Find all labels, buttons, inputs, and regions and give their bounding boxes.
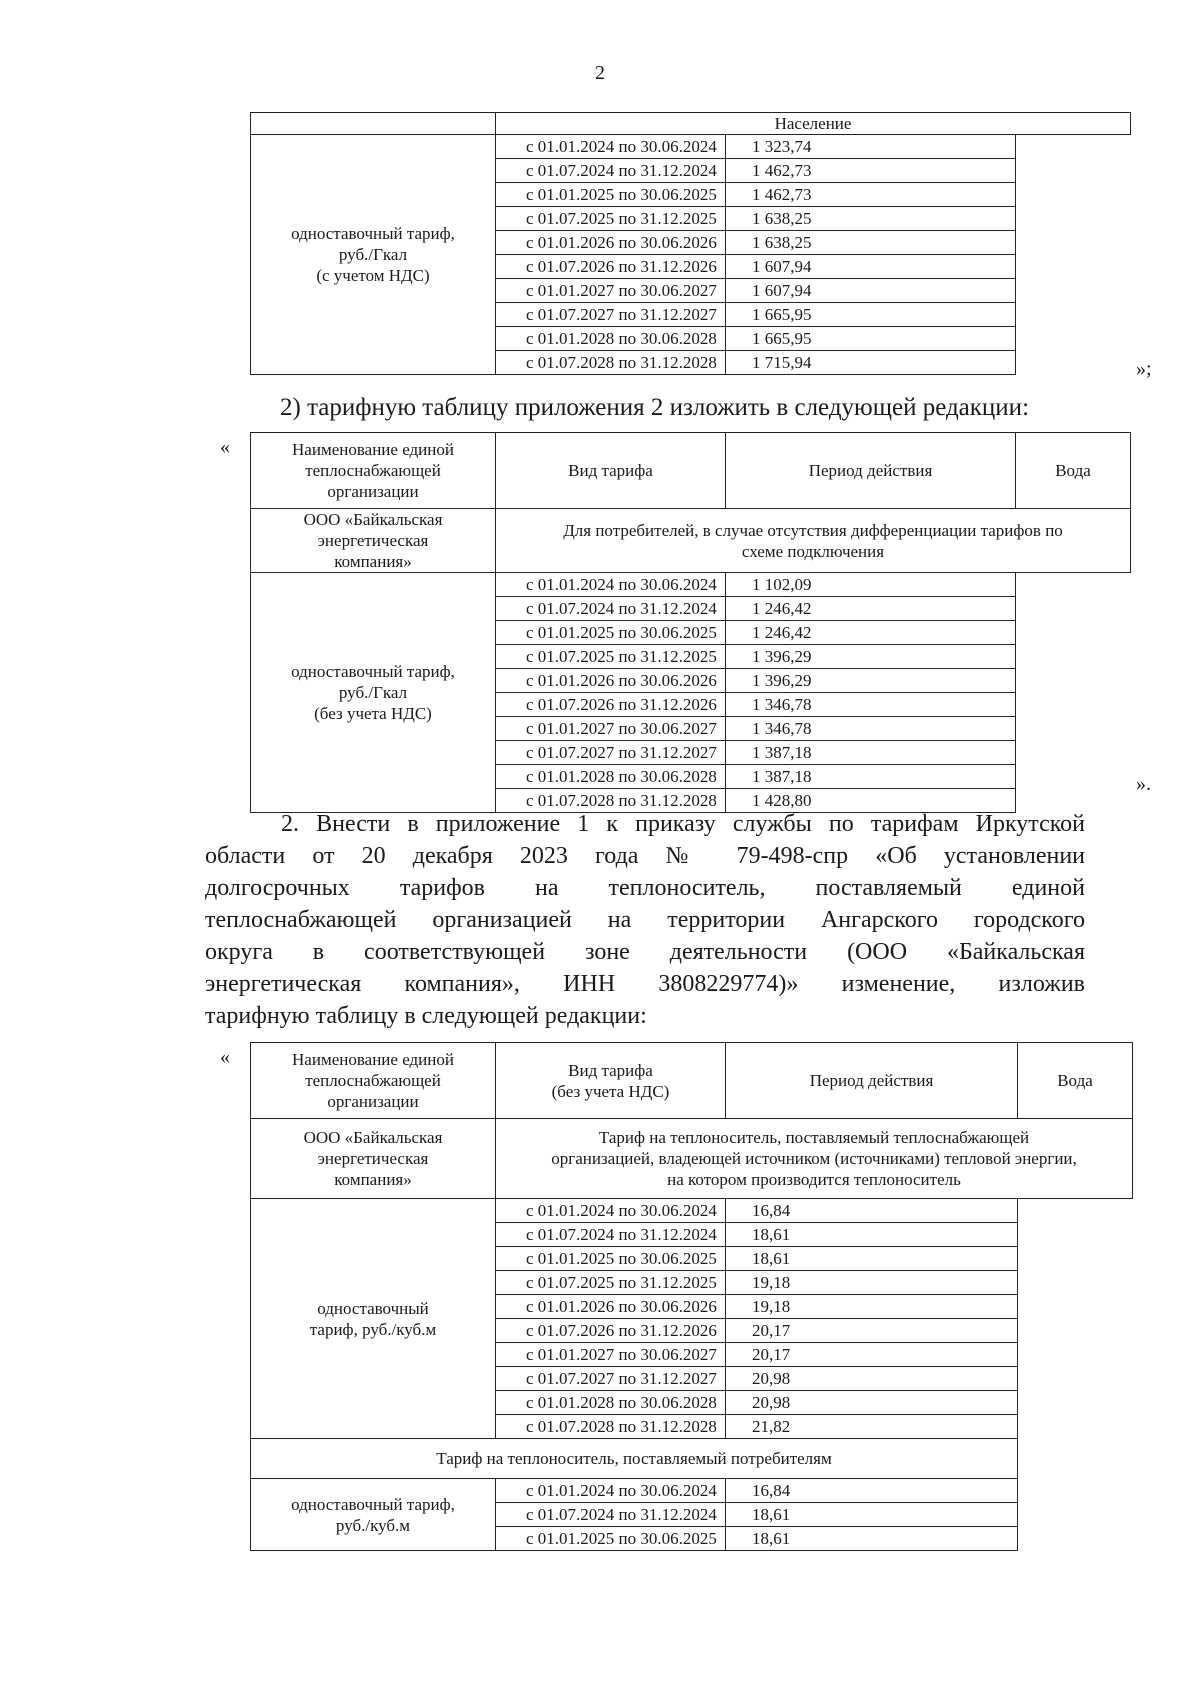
period: с 01.01.2026 по 30.06.2026 xyxy=(496,231,726,255)
tariff-type xyxy=(251,1199,496,1439)
tariff-value: 18,61 xyxy=(726,1503,1018,1527)
closing-quote: »; xyxy=(1136,358,1152,380)
tariff-value: 1 462,73 xyxy=(726,159,1016,183)
opening-quote: « xyxy=(220,1046,230,1068)
header-org: Наименование единой теплоснабжающей организации xyxy=(251,433,496,509)
period: с 01.07.2024 по 31.12.2024 xyxy=(496,159,726,183)
period: с 01.07.2025 по 31.12.2025 xyxy=(496,207,726,231)
paragraph-line: тарифную таблицу в следующей редакции: xyxy=(205,1003,647,1029)
period: с 01.01.2025 по 30.06.2025 xyxy=(496,621,726,645)
tariff-value: 1 665,95 xyxy=(726,303,1016,327)
tariff-type-line: руб./куб.м xyxy=(335,1515,411,1535)
period: с 01.01.2026 по 30.06.2026 xyxy=(496,669,726,693)
period: с 01.01.2024 по 30.06.2024 xyxy=(496,135,726,159)
period: с 01.01.2028 по 30.06.2028 xyxy=(496,765,726,789)
tariff-value: 1 102,09 xyxy=(726,573,1016,597)
paragraph-2 xyxy=(205,808,1085,1032)
tariff-row xyxy=(251,1199,1133,1223)
period: с 01.01.2027 по 30.06.2027 xyxy=(496,1343,726,1367)
tariff-value: 20,98 xyxy=(726,1391,1018,1415)
paragraph-line: теплоснабжающей организацией на территории Ангарского городского xyxy=(205,907,1085,933)
period: с 01.01.2025 по 30.06.2025 xyxy=(496,183,726,207)
paragraph-line: долгосрочных тарифов на теплоноситель, поставляемый единой xyxy=(205,875,1085,901)
header-water: Вода xyxy=(1016,433,1131,509)
paragraph-line: округа в соответствующей зоне деятельности (ООО «Байкальская xyxy=(205,939,1085,965)
period: с 01.01.2025 по 30.06.2025 xyxy=(496,1247,726,1271)
tariff-type-line: тариф, руб./куб.м xyxy=(309,1319,437,1339)
tariff-value: 1 387,18 xyxy=(726,741,1016,765)
tariff-type-line: руб./Гкал xyxy=(338,245,408,264)
period: с 01.01.2028 по 30.06.2028 xyxy=(496,327,726,351)
tariff-value: 20,17 xyxy=(726,1319,1018,1343)
tariff-value: 1 665,95 xyxy=(726,327,1016,351)
tariff-type-line: руб./Гкал xyxy=(338,683,408,702)
item-2-text: 2) тарифную таблицу приложения 2 изложить в следующей редакции: xyxy=(280,394,1030,421)
tariff-value: 1 638,25 xyxy=(726,207,1016,231)
period: с 01.07.2024 по 31.12.2024 xyxy=(496,1223,726,1247)
closing-quote: ». xyxy=(1136,773,1151,795)
tariff-table-heat-carrier xyxy=(250,1042,1133,1551)
tariff-value: 1 246,42 xyxy=(726,621,1016,645)
period: с 01.07.2027 по 31.12.2027 xyxy=(496,303,726,327)
tariff-value: 1 346,78 xyxy=(726,693,1016,717)
period: с 01.07.2026 по 31.12.2026 xyxy=(496,693,726,717)
tariff-value: 1 607,94 xyxy=(726,255,1016,279)
section-label: Для потребителей, в случае отсутствия дифференциации тарифов по схеме подключения xyxy=(496,509,1131,573)
tariff-table-population xyxy=(250,112,1131,375)
tariff-type-line: (с учетом НДС) xyxy=(316,266,430,285)
tariff-value: 18,61 xyxy=(726,1223,1018,1247)
tariff-value: 1 638,25 xyxy=(726,231,1016,255)
tariff-row xyxy=(251,135,1131,159)
tariff-type xyxy=(251,1479,496,1551)
section-label: Тариф на теплоноситель, поставляемый теплоснабжающей организацией, владеющей источником (источниками) тепловой энергии, на котором производится теплоноситель xyxy=(496,1119,1133,1199)
tariff-value: 18,61 xyxy=(726,1527,1018,1551)
section-label: Тариф на теплоноситель, поставляемый потребителям xyxy=(251,1439,1018,1479)
tariff-row xyxy=(251,1479,1133,1503)
tariff-type-line: одноставочный тариф, xyxy=(291,1494,455,1514)
tariff-type xyxy=(251,573,496,813)
opening-quote: « xyxy=(220,436,230,458)
tariff-value: 16,84 xyxy=(726,1199,1018,1223)
header-org: Наименование единой теплоснабжающей организации xyxy=(251,1043,496,1119)
page-number: 2 xyxy=(595,62,605,84)
period: с 01.01.2024 по 30.06.2024 xyxy=(496,573,726,597)
tariff-value: 20,17 xyxy=(726,1343,1018,1367)
period: с 01.07.2026 по 31.12.2026 xyxy=(496,255,726,279)
paragraph-line: 2. Внести в приложение 1 к приказу службы по тарифам Иркутской xyxy=(281,811,1085,837)
period: с 01.01.2025 по 30.06.2025 xyxy=(496,1527,726,1551)
period: с 01.07.2025 по 31.12.2025 xyxy=(496,645,726,669)
tariff-value: 1 396,29 xyxy=(726,645,1016,669)
period: с 01.07.2027 по 31.12.2027 xyxy=(496,1367,726,1391)
period: с 01.01.2024 по 30.06.2024 xyxy=(496,1199,726,1223)
tariff-value: 16,84 xyxy=(726,1479,1018,1503)
tariff-value: 1 607,94 xyxy=(726,279,1016,303)
paragraph-line: энергетическая компания», ИНН 3808229774)» изменение, изложив xyxy=(205,971,1085,997)
tariff-value: 18,61 xyxy=(726,1247,1018,1271)
paragraph-line: области от 20 декабря 2023 года № 79-498-спр «Об установлении xyxy=(205,843,1085,869)
period: с 01.01.2027 по 30.06.2027 xyxy=(496,279,726,303)
tariff-value: 1 346,78 xyxy=(726,717,1016,741)
header-period: Период действия xyxy=(726,1043,1018,1119)
tariff-value: 19,18 xyxy=(726,1295,1018,1319)
header-tariff-type: Вид тарифа xyxy=(496,433,726,509)
period: с 01.01.2027 по 30.06.2027 xyxy=(496,717,726,741)
tariff-value: 20,98 xyxy=(726,1367,1018,1391)
org-name: ООО «Байкальская энергетическая компания» xyxy=(251,509,496,573)
period: с 01.07.2024 по 31.12.2024 xyxy=(496,597,726,621)
period: с 01.01.2024 по 30.06.2024 xyxy=(496,1479,726,1503)
tariff-value: 1 323,74 xyxy=(726,135,1016,159)
period: с 01.07.2028 по 31.12.2028 xyxy=(496,351,726,375)
tariff-type xyxy=(251,135,496,375)
tariff-value: 1 462,73 xyxy=(726,183,1016,207)
tariff-value: 1 715,94 xyxy=(726,351,1016,375)
org-name: ООО «Байкальская энергетическая компания» xyxy=(251,1119,496,1199)
period: с 01.07.2026 по 31.12.2026 xyxy=(496,1319,726,1343)
period: с 01.07.2028 по 31.12.2028 xyxy=(496,1415,726,1439)
tariff-value: 1 396,29 xyxy=(726,669,1016,693)
period: с 01.07.2027 по 31.12.2027 xyxy=(496,741,726,765)
org-cell-empty xyxy=(251,113,496,135)
tariff-value: 1 246,42 xyxy=(726,597,1016,621)
tariff-row xyxy=(251,573,1131,597)
period: с 01.01.2028 по 30.06.2028 xyxy=(496,1391,726,1415)
header-tariff-type: Вид тарифа (без учета НДС) xyxy=(496,1043,726,1119)
period: с 01.01.2026 по 30.06.2026 xyxy=(496,1295,726,1319)
header-water: Вода xyxy=(1018,1043,1133,1119)
period: с 01.07.2025 по 31.12.2025 xyxy=(496,1271,726,1295)
tariff-value: 1 428,80 xyxy=(726,789,1016,813)
tariff-value: 19,18 xyxy=(726,1271,1018,1295)
tariff-type-line: одноставочный тариф, xyxy=(291,224,455,243)
tariff-type-line: одноставочный xyxy=(317,1298,429,1318)
period: с 01.07.2028 по 31.12.2028 xyxy=(496,789,726,813)
section-label: Население xyxy=(496,113,1131,135)
tariff-type-line: (без учета НДС) xyxy=(314,704,432,723)
tariff-type-line: одноставочный тариф, xyxy=(291,662,455,681)
period: с 01.07.2024 по 31.12.2024 xyxy=(496,1503,726,1527)
tariff-value: 21,82 xyxy=(726,1415,1018,1439)
tariff-value: 1 387,18 xyxy=(726,765,1016,789)
header-period: Период действия xyxy=(726,433,1016,509)
tariff-table-appendix-2 xyxy=(250,432,1131,813)
